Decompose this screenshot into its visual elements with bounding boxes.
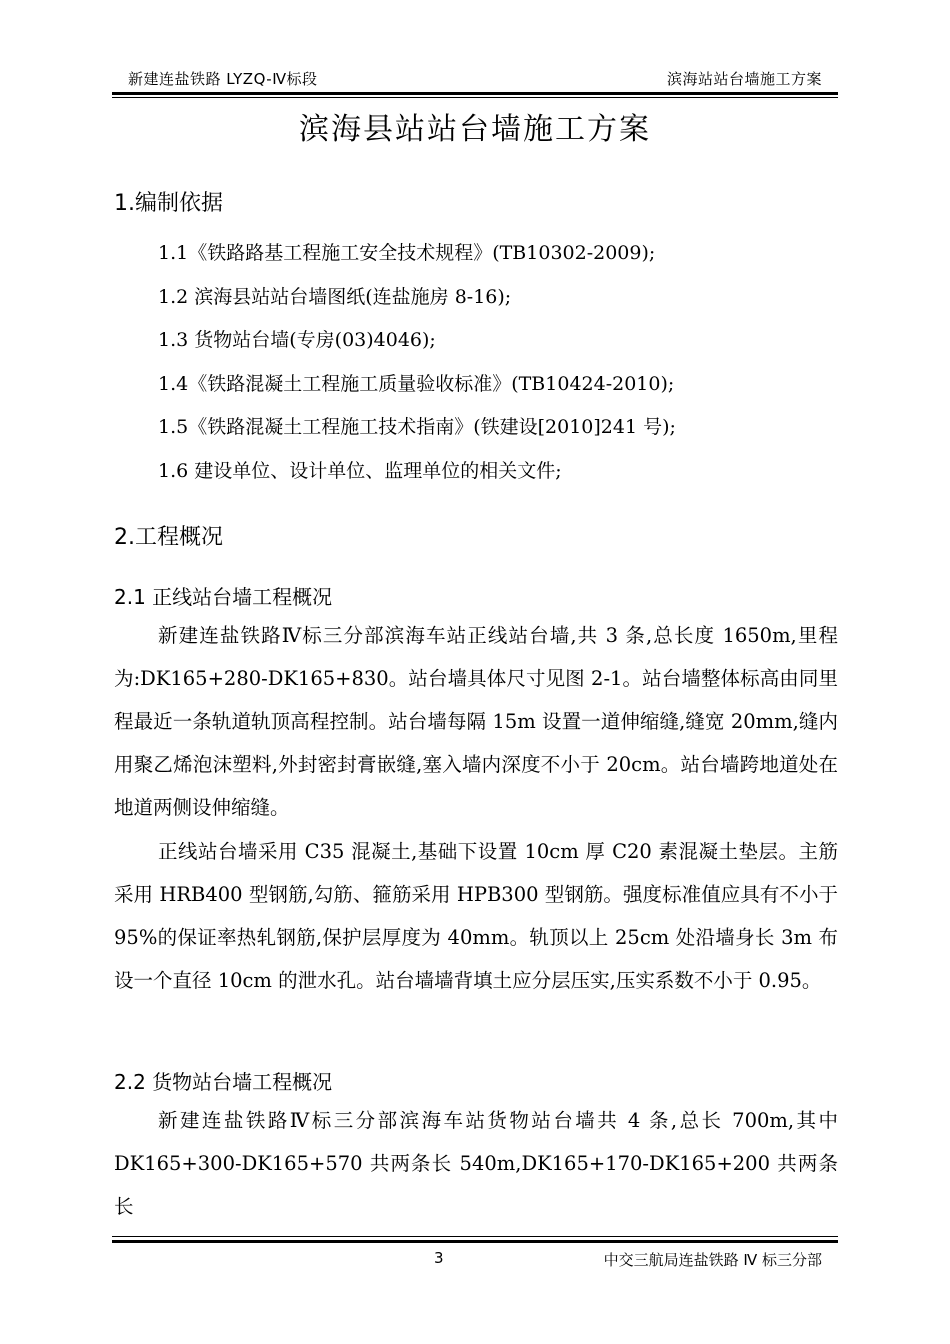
subsection-2-2-heading: 2.2 货物站台墙工程概况	[114, 1070, 333, 1094]
footer-rule-thin	[112, 1236, 838, 1237]
footer-rule-thick	[112, 1240, 838, 1243]
reference-item: 1.4《铁路混凝土工程施工质量验收标准》(TB10424-2010);	[158, 373, 675, 395]
reference-item: 1.1《铁路路基工程施工安全技术规程》(TB10302-2009);	[158, 242, 656, 264]
paragraph-2-2-a: 新建连盐铁路Ⅳ标三分部滨海车站货物站台墙共 4 条,总长 700m,其中 DK165+300-DK165+570 共两条长 540m,DK165+170-DK165+200 共两条长	[114, 1109, 838, 1218]
subsection-2-1-heading: 2.1 正线站台墙工程概况	[114, 585, 333, 609]
header-rule-thick	[112, 92, 838, 95]
header-rule-thin	[112, 97, 838, 98]
reference-item: 1.6 建设单位、设计单位、监理单位的相关文件;	[158, 460, 562, 482]
reference-item: 1.3 货物站台墙(专房(03)4046);	[158, 329, 436, 351]
page-number: 3	[434, 1249, 444, 1267]
section-2-heading: 2.工程概况	[114, 525, 223, 550]
paragraph-2-1-a: 新建连盐铁路Ⅳ标三分部滨海车站正线站台墙,共 3 条,总长度 1650m,里程为:DK165+280-DK165+830。站台墙具体尺寸见图 2-1。站台墙整体标高由同里程最近一条轨道轨顶高程控制。站台墙每隔 15m 设置一道伸缩缝,缝宽 20mm,缝内用聚乙烯泡沫塑料,外封密封膏嵌缝,塞入墙内深度不小于 20cm。站台墙跨地道处在地道两侧设伸缩缝。	[114, 624, 838, 819]
footer-right-text: 中交三航局连盐铁路 Ⅳ 标三分部	[603, 1251, 822, 1269]
document-title: 滨海县站站台墙施工方案	[299, 112, 651, 147]
paragraph-2-1-b: 正线站台墙采用 C35 混凝土,基础下设置 10cm 厚 C20 素混凝土垫层。主筋采用 HRB400 型钢筋,勾筋、箍筋采用 HPB300 型钢筋。强度标准值应具有不小于 95%的保证率热轧钢筋,保护层厚度为 40mm。轨顶以上 25cm 处沿墙身长 3m 布设一个直径 10cm 的泄水孔。站台墙墙背填土应分层压实,压实系数不小于 0.95。	[114, 840, 838, 992]
section-1-heading: 1.编制依据	[114, 191, 223, 216]
reference-item: 1.5《铁路混凝土工程施工技术指南》(铁建设[2010]241 号);	[158, 416, 676, 438]
reference-item: 1.2 滨海县站站台墙图纸(连盐施房 8-16);	[158, 286, 512, 308]
header-right-text: 滨海站站台墙施工方案	[666, 70, 822, 88]
header-left-text: 新建连盐铁路 LYZQ-Ⅳ标段	[128, 70, 318, 88]
